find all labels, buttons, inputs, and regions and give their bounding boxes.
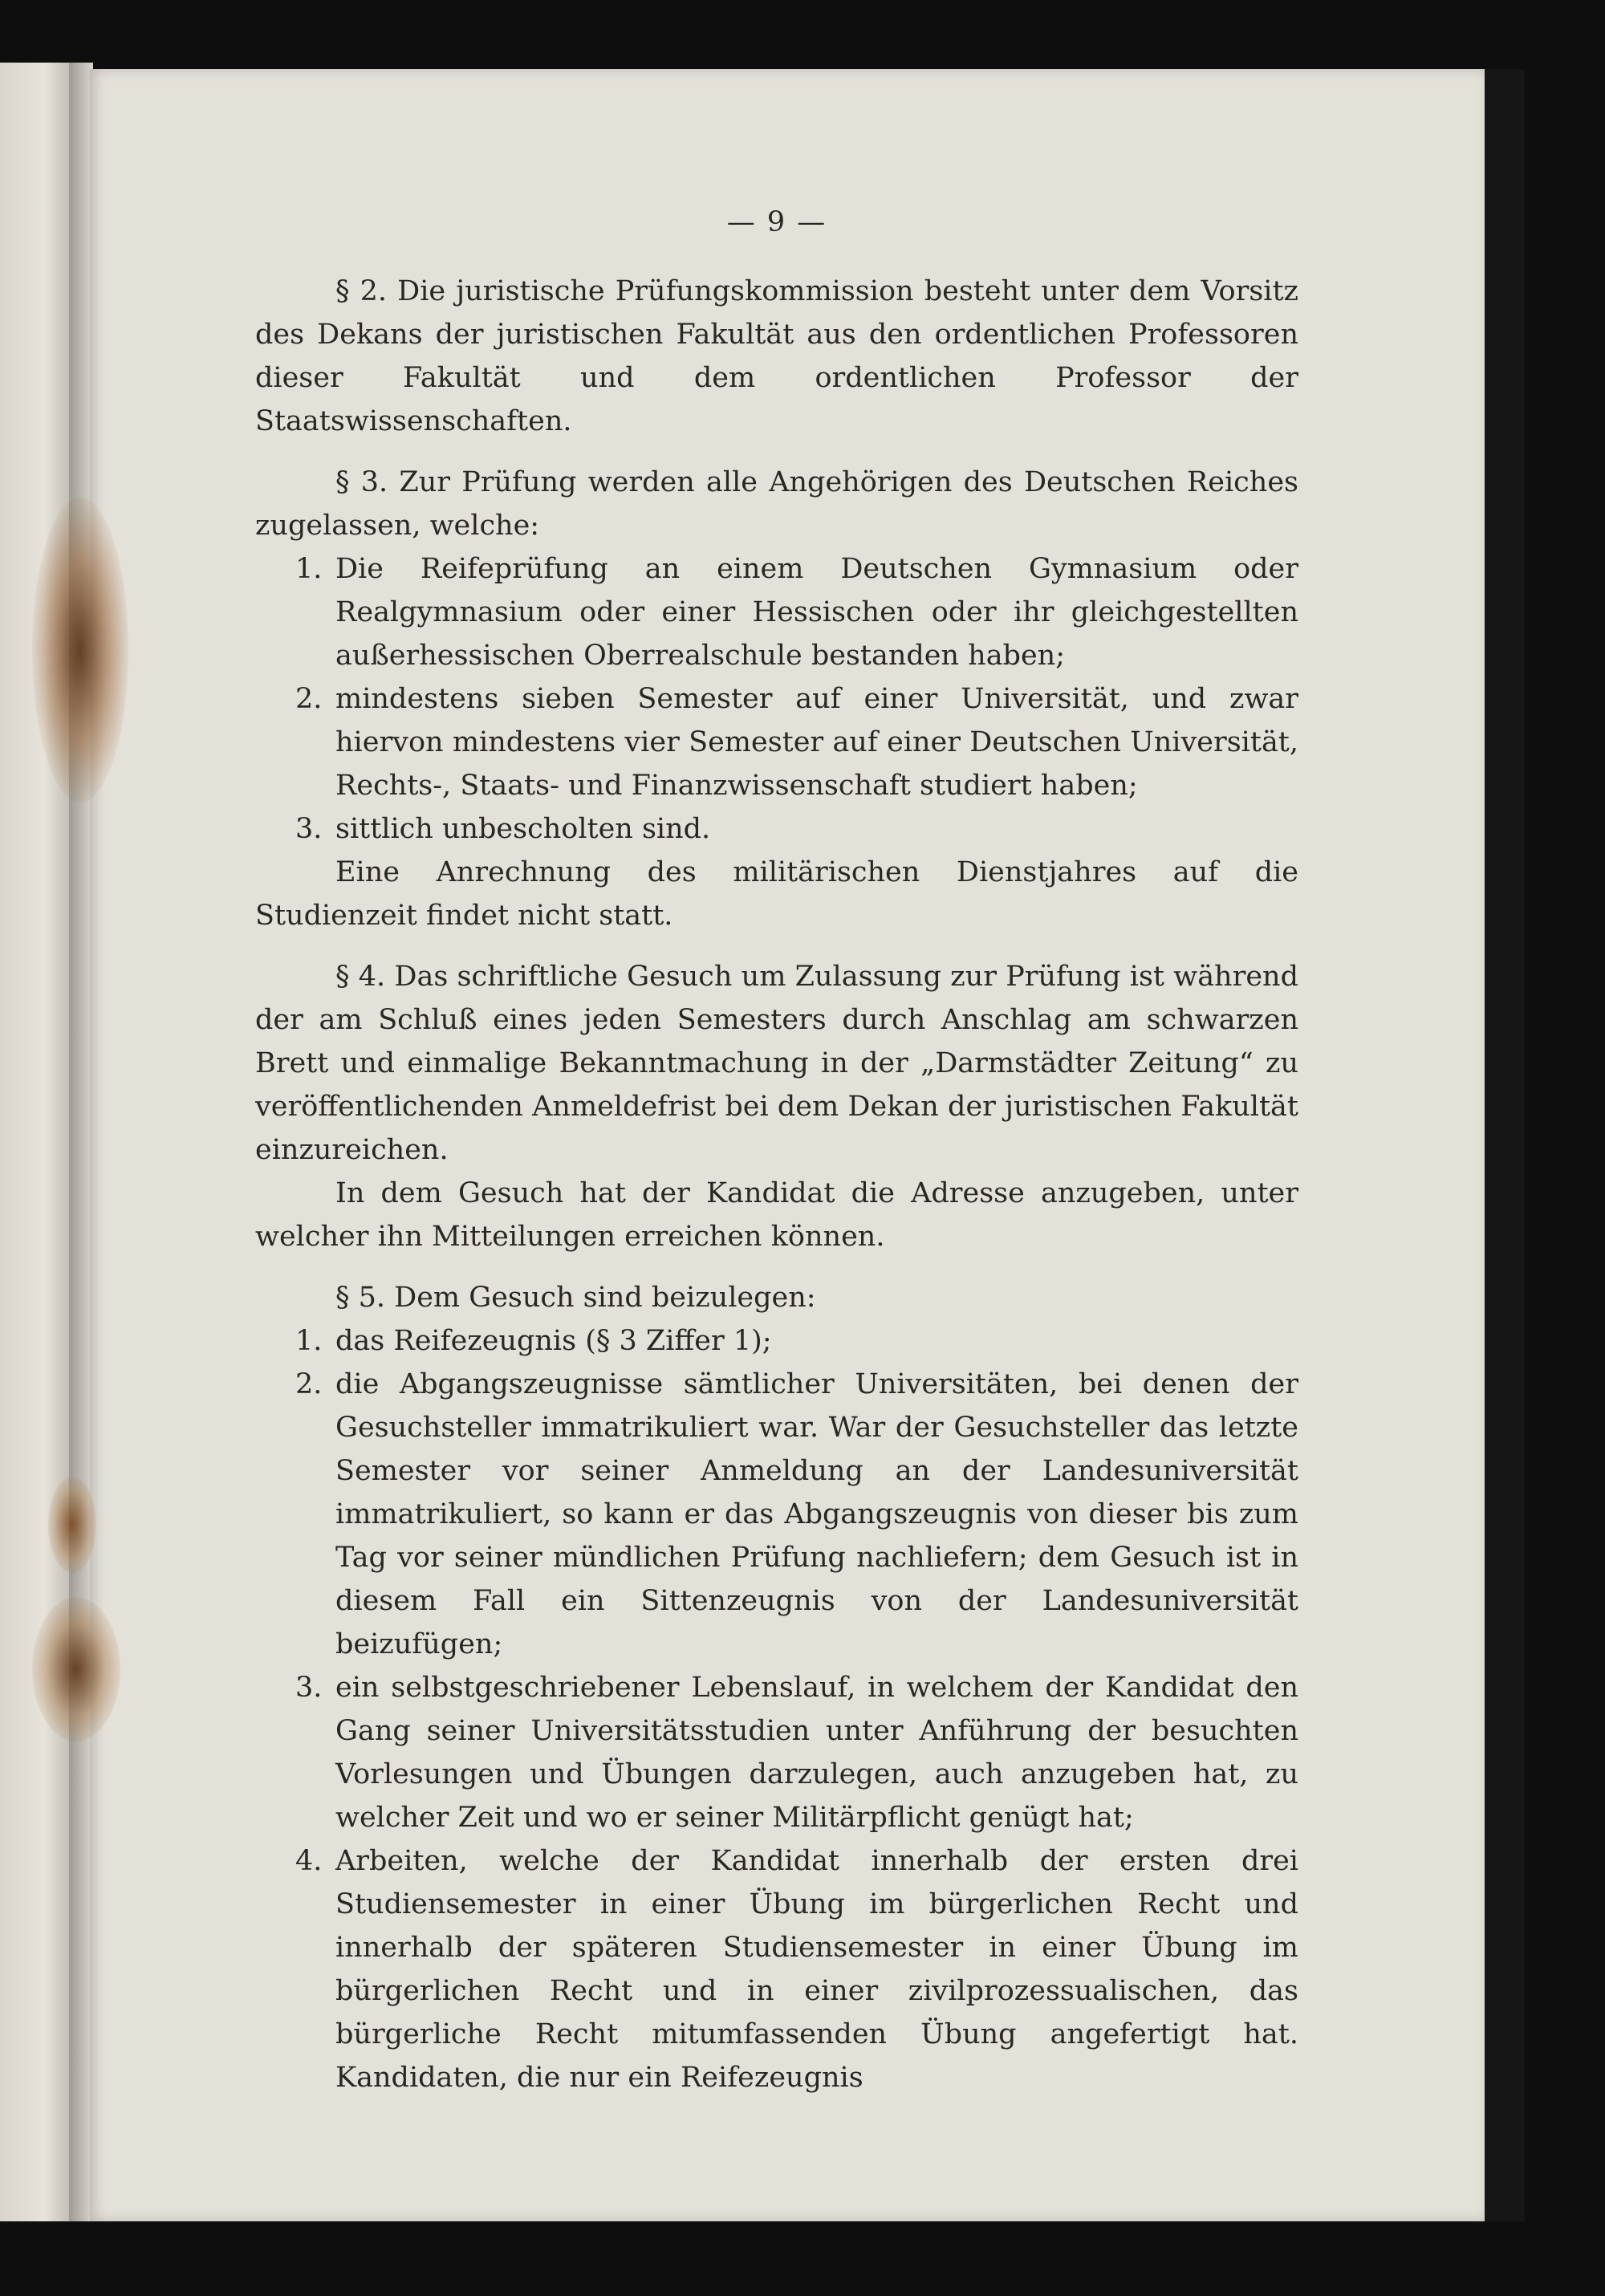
list-text: die Abgangszeugnisse sämtlicher Universitäten, bei denen der Gesuchsteller immatrikuliert war. War der Gesuchsteller das letzte Semester vor seiner Anmeldung an der Landesuniversität immatrikuliert, so kann er das Abgangszeugnis von dieser bis zum Tag vor seiner mündlichen Prüfung nachliefern; dem Gesuch ist in diesem Fall ein Sittenzeugnis von der Landesuniversität beizufügen; bbox=[335, 1368, 1298, 1660]
list-text: Die Reifeprüfung an einem Deutschen Gymnasium oder Realgymnasium oder einer Hessischen oder ihr gleichgestellten außerhessischen Oberrealschule bestanden haben; bbox=[335, 553, 1298, 672]
section-4-note: In dem Gesuch hat der Kandidat die Adresse anzugeben, unter welcher ihn Mitteilungen erreichen können. bbox=[255, 1177, 1298, 1253]
paper-stain bbox=[48, 1477, 96, 1573]
list-number: 2. bbox=[295, 1368, 323, 1400]
list-item bbox=[255, 547, 1298, 677]
list-text: mindestens sieben Semester auf einer Universität, und zwar hiervon mindestens vier Semester auf einer Deutschen Universität, Rechts-, Staats- und Finanzwissenschaft studiert haben; bbox=[335, 683, 1298, 802]
section-3-note: Eine Anrechnung des militärischen Dienstjahres auf die Studienzeit findet nicht statt. bbox=[255, 856, 1298, 932]
list-item bbox=[255, 1363, 1298, 1666]
scan-right-border bbox=[1485, 69, 1525, 2221]
list-number: 2. bbox=[295, 683, 323, 715]
list-number: 3. bbox=[295, 813, 323, 845]
list-text: sittlich unbescholten sind. bbox=[335, 813, 711, 845]
list-number: 1. bbox=[295, 1325, 323, 1357]
section-4-paragraph: § 4. Das schriftliche Gesuch um Zulassung zur Prüfung ist während der am Schluß eines jeden Semesters durch Anschlag am schwarzen Brett und einmalige Bekanntmachung in der „Darmstädter Zeitung“ zu veröffentlichenden Anmeldefrist bei dem Dekan der juristischen Fakultät einzureichen. bbox=[255, 961, 1298, 1166]
page-number: — 9 — bbox=[726, 206, 827, 238]
list-number: 3. bbox=[295, 1672, 323, 1704]
section-2-paragraph: § 2. Die juristische Prüfungskommission besteht unter dem Vorsitz des Dekans der juristischen Fakultät aus den ordentlichen Professoren dieser Fakultät und dem ordentlichen Professor der Staatswissenschaften. bbox=[255, 275, 1298, 437]
list-item bbox=[255, 807, 1298, 851]
section-5-intro: § 5. Dem Gesuch sind beizulegen: bbox=[335, 1282, 816, 1314]
page-text bbox=[255, 201, 1298, 2099]
list-number: 1. bbox=[295, 553, 323, 585]
paper-stain bbox=[32, 498, 128, 803]
list-number: 4. bbox=[295, 1845, 323, 1877]
list-text: ein selbstgeschriebener Lebenslauf, in welchem der Kandidat den Gang seiner Universitätsstudien unter Anführung der besuchten Vorlesungen und Übungen darzulegen, auch anzugeben hat, zu welcher Zeit und wo er seiner Militärpflicht genügt hat; bbox=[335, 1672, 1298, 1834]
list-item bbox=[255, 1319, 1298, 1363]
list-text: Arbeiten, welche der Kandidat innerhalb der ersten drei Studiensemester in einer Übung im bürgerlichen Recht und innerhalb der späteren Studiensemester in einer Übung im bürgerlichen Recht und in einer zivilprozessualischen, das bürgerliche Recht mitumfassenden Übung angefertigt hat. Kandidaten, die nur ein Reifezeugnis bbox=[335, 1845, 1298, 2094]
list-item bbox=[255, 1666, 1298, 1839]
list-text: das Reifezeugnis (§ 3 Ziffer 1); bbox=[335, 1325, 772, 1357]
list-item bbox=[255, 1839, 1298, 2099]
facing-page-edge bbox=[0, 63, 74, 2221]
list-item bbox=[255, 677, 1298, 807]
section-3-intro: § 3. Zur Prüfung werden alle Angehörigen des Deutschen Reiches zugelassen, welche: bbox=[255, 466, 1298, 542]
paper-stain bbox=[32, 1597, 120, 1741]
